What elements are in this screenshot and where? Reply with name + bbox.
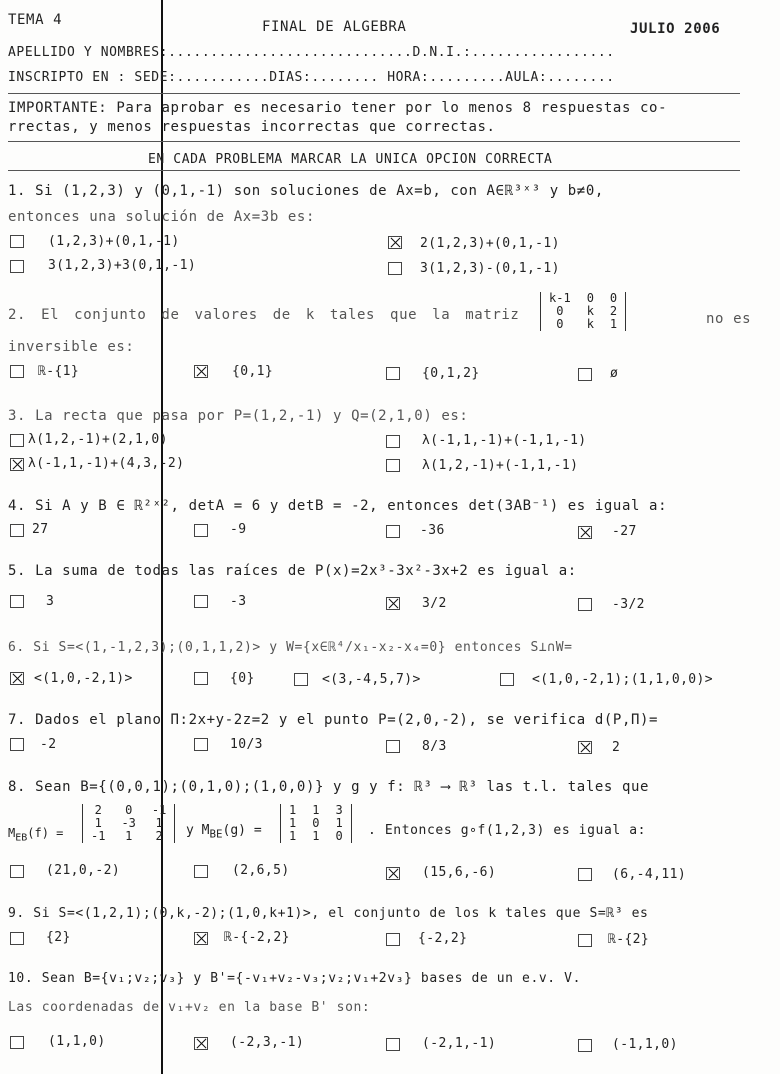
question-3-option-c: λ(-1,1,-1)+(4,3,-2) [28, 456, 185, 471]
question-6-option-a: <(1,0,-2,1)> [34, 671, 133, 686]
question-2-option-d: ø [610, 366, 619, 381]
question-5-option-c: 3/2 [422, 596, 447, 611]
matrix-cell: 1 [312, 803, 320, 817]
question-2-option-d-checkbox[interactable] [578, 368, 592, 381]
question-8-text: 8. Sean B={(0,0,1);(0,1,0);(1,0,0)} y g y f: ℝ³ ⟶ ℝ³ las t.l. tales que [8, 779, 650, 795]
divider [8, 141, 740, 142]
matrix-cell: 0 [556, 304, 564, 318]
question-4-option-b-checkbox[interactable] [194, 524, 208, 537]
question-3-option-b-checkbox[interactable] [386, 435, 400, 448]
mef-m: M [8, 826, 16, 840]
question-1-option-d: 3(1,2,3)-(0,1,-1) [420, 261, 560, 276]
question-9-option-c: {-2,2} [418, 931, 468, 946]
question-6-option-d: <(1,0,-2,1);(1,1,0,0)> [532, 672, 713, 687]
mbe-m: M [201, 823, 210, 838]
question-7-option-d-checkbox[interactable] [578, 741, 592, 754]
question-8-text-2: . Entonces g∘f(1,2,3) es igual a: [368, 823, 647, 838]
question-2-text: 2. El conjunto de valores de k tales que la matriz [8, 307, 520, 323]
question-9-option-a: {2} [46, 930, 71, 945]
question-9-option-d-checkbox[interactable] [578, 934, 592, 947]
matrix-cell: 0 [125, 803, 133, 817]
question-10-text: 10. Sean B={v₁;v₂;v₃} y B'={-v₁+v₂-v₃;v₂;v₁+2v₃} bases de un e.v. V. [8, 971, 582, 986]
question-4-text: 4. Si A y B ∈ ℝ²ˣ², detA = 6 y detB = -2, entonces det(3AB⁻¹) es igual a: [8, 498, 668, 514]
matrix-cell: 0 [586, 291, 594, 305]
question-10-option-c-checkbox[interactable] [386, 1038, 400, 1051]
question-3-option-c-checkbox[interactable] [10, 458, 24, 471]
question-10-option-b-checkbox[interactable] [194, 1037, 208, 1050]
question-3-option-d-checkbox[interactable] [386, 459, 400, 472]
matrix-cell: 2 [609, 304, 618, 318]
question-8-option-b-checkbox[interactable] [194, 865, 208, 878]
question-5-option-b-checkbox[interactable] [194, 595, 208, 608]
question-4-option-d: -27 [612, 524, 637, 539]
question-6-option-c: <(3,-4,5,7)> [322, 672, 421, 687]
question-5-text: 5. La suma de todas las raíces de P(x)=2x³-3x²-3x+2 es igual a: [8, 563, 577, 579]
question-2-text-2: inversible es: [8, 339, 135, 355]
question-2-option-c-checkbox[interactable] [386, 367, 400, 380]
question-8-option-b: (2,6,5) [232, 863, 290, 878]
question-4-option-a-checkbox[interactable] [10, 524, 24, 537]
question-1-option-b: 2(1,2,3)+(0,1,-1) [420, 236, 560, 251]
matrix-cell: -3 [121, 816, 136, 830]
question-6-option-c-checkbox[interactable] [294, 673, 308, 686]
question-2-text-end: no es [706, 311, 752, 327]
question-6-option-d-checkbox[interactable] [500, 673, 514, 686]
question-1-option-c: 3(1,2,3)+3(0,1,-1) [48, 258, 197, 273]
matrix-cell: 1 [335, 816, 343, 830]
question-8-option-a-checkbox[interactable] [10, 865, 24, 878]
question-7-option-c-checkbox[interactable] [386, 740, 400, 753]
matrix-cell: 1 [289, 829, 297, 843]
question-8-option-c-checkbox[interactable] [386, 867, 400, 880]
question-9-option-c-checkbox[interactable] [386, 933, 400, 946]
question-7-option-a: -2 [40, 737, 57, 752]
question-5-option-a-checkbox[interactable] [10, 595, 24, 608]
matrix-cell: 1 [289, 803, 297, 817]
mid-y: y [186, 823, 194, 838]
matrix-cell: 1 [155, 816, 163, 830]
question-9-option-a-checkbox[interactable] [10, 932, 24, 945]
question-9-option-d: ℝ-{2} [608, 932, 650, 947]
question-3-text: 3. La recta que pasa por P=(1,2,-1) y Q=(2,1,0) es: [8, 408, 469, 424]
important-note-2: rrectas, y menos respuestas incorrectas que correctas. [8, 119, 496, 135]
question-4-option-d-checkbox[interactable] [578, 526, 592, 539]
question-9-option-b-checkbox[interactable] [194, 932, 208, 945]
question-2-option-b: {0,1} [232, 364, 274, 379]
question-10-option-b: (-2,3,-1) [230, 1035, 305, 1050]
question-1-option-a-checkbox[interactable] [10, 235, 24, 248]
exam-title: FINAL DE ALGEBRA [262, 19, 407, 35]
tema-label: TEMA 4 [8, 12, 63, 28]
question-2-option-b-checkbox[interactable] [194, 365, 208, 378]
matrix-cell: -1 [151, 803, 167, 817]
matrix-cell: k [586, 317, 594, 331]
question-6-text: 6. Si S=<(1,-1,2,3);(0,1,1,2)> y W={x∈ℝ⁴/x₁-x₂-x₄=0} entonces S⊥∩W= [8, 640, 573, 655]
question-1-option-a: (1,2,3)+(0,1,-1) [48, 234, 180, 249]
question-10-option-c: (-2,1,-1) [422, 1036, 497, 1051]
question-5-option-c-checkbox[interactable] [386, 597, 400, 610]
instruction-heading: EN CADA PROBLEMA MARCAR LA UNICA OPCION CORRECTA [148, 152, 553, 167]
question-8-matrix-g [280, 804, 352, 843]
matrix-cell: 2 [94, 803, 102, 817]
matrix-cell: 0 [556, 317, 564, 331]
question-10-option-d-checkbox[interactable] [578, 1039, 592, 1052]
matrix-cell: 0 [312, 816, 320, 830]
question-5-option-d: -3/2 [612, 597, 645, 612]
question-5-option-b: -3 [230, 594, 247, 609]
question-1-option-b-checkbox[interactable] [388, 236, 402, 249]
question-9-option-b: ℝ-{-2,2} [224, 930, 290, 945]
question-6-option-b: {0} [230, 671, 255, 686]
question-4-option-c-checkbox[interactable] [386, 525, 400, 538]
question-2-option-c: {0,1,2} [422, 366, 480, 381]
mef-label [8, 826, 63, 843]
question-4-option-a: 27 [32, 522, 49, 537]
matrix-cell: 3 [335, 803, 343, 817]
matrix-cell: k [586, 304, 594, 318]
question-3-option-a-checkbox[interactable] [10, 434, 24, 447]
question-9-text: 9. Si S=<(1,2,1);(0,k,-2);(1,0,k+1)>, el conjunto de los k tales que S=ℝ³ es [8, 906, 649, 921]
question-1-text-2: entonces una solución de Ax=3b es: [8, 209, 315, 225]
question-2-option-a-checkbox[interactable] [10, 365, 24, 378]
question-7-option-c: 8/3 [422, 739, 447, 754]
matrix-cell: -1 [91, 829, 106, 843]
matrix-cell: 1 [125, 829, 133, 843]
question-4-option-c: -36 [420, 523, 445, 538]
matrix-cell: 1 [609, 317, 618, 331]
question-1-option-c-checkbox[interactable] [10, 260, 24, 273]
question-10-option-a-checkbox[interactable] [10, 1036, 24, 1049]
question-10-option-a: (1,1,0) [48, 1034, 106, 1049]
divider [8, 93, 740, 94]
name-line: APELLIDO Y NOMBRES:.............................D.N.I.:................. [8, 45, 615, 60]
question-2-matrix [540, 292, 626, 331]
inscription-line: INSCRIPTO EN : SEDE:...........DIAS:........ HORA:.........AULA:........ [8, 70, 615, 85]
matrix-cell: 0 [335, 829, 343, 843]
question-8-option-d-checkbox[interactable] [578, 868, 592, 881]
question-8-mid [186, 823, 262, 841]
question-2-option-a: ℝ-{1} [38, 364, 80, 379]
matrix-cell: k-1 [549, 291, 571, 305]
question-10-text-2: Las coordenadas de v₁+v₂ en la base B' son: [8, 1000, 371, 1015]
exam-date: JULIO 2006 [630, 21, 721, 37]
mbe-arg: (g) = [222, 823, 262, 838]
question-7-text: 7. Dados el plano Π:2x+y-2z=2 y el punto P=(2,0,-2), se verifica d(P,Π)= [8, 712, 659, 728]
question-3-option-b: λ(-1,1,-1)+(-1,1,-1) [422, 433, 587, 448]
question-7-option-b: 10/3 [230, 737, 263, 752]
question-8-option-c: (15,6,-6) [422, 865, 497, 880]
question-7-option-b-checkbox[interactable] [194, 738, 208, 751]
question-8-option-a: (21,0,-2) [46, 863, 121, 878]
mef-sub: EB [15, 832, 28, 844]
question-3-option-a: λ(1,2,-1)+(2,1,0) [28, 432, 168, 447]
question-6-option-a-checkbox[interactable] [10, 672, 24, 685]
question-3-option-d: λ(1,2,-1)+(-1,1,-1) [422, 458, 579, 473]
question-1-option-d-checkbox[interactable] [388, 262, 402, 275]
matrix-cell: 2 [155, 829, 163, 843]
matrix-cell: 1 [289, 816, 297, 830]
mbe-sub: BE [209, 827, 223, 841]
question-6-option-b-checkbox[interactable] [194, 672, 208, 685]
question-4-option-b: -9 [230, 522, 247, 537]
question-8-option-d: (6,-4,11) [612, 867, 687, 882]
question-10-option-d: (-1,1,0) [612, 1037, 678, 1052]
matrix-cell: 1 [94, 816, 102, 830]
question-5-option-a: 3 [46, 594, 55, 609]
question-8-matrix-f [82, 804, 175, 843]
matrix-cell: 0 [609, 291, 618, 305]
question-7-option-a-checkbox[interactable] [10, 738, 24, 751]
mef-arg: (f) = [27, 826, 64, 840]
question-7-option-d: 2 [612, 740, 621, 755]
question-5-option-d-checkbox[interactable] [578, 598, 592, 611]
important-note-1: IMPORTANTE: Para aprobar es necesario tener por lo menos 8 respuestas co- [8, 100, 668, 116]
divider [8, 170, 740, 171]
question-1-text: 1. Si (1,2,3) y (0,1,-1) son soluciones de Ax=b, con A∈ℝ³ˣ³ y b≠0, [8, 183, 604, 199]
matrix-cell: 1 [312, 829, 320, 843]
